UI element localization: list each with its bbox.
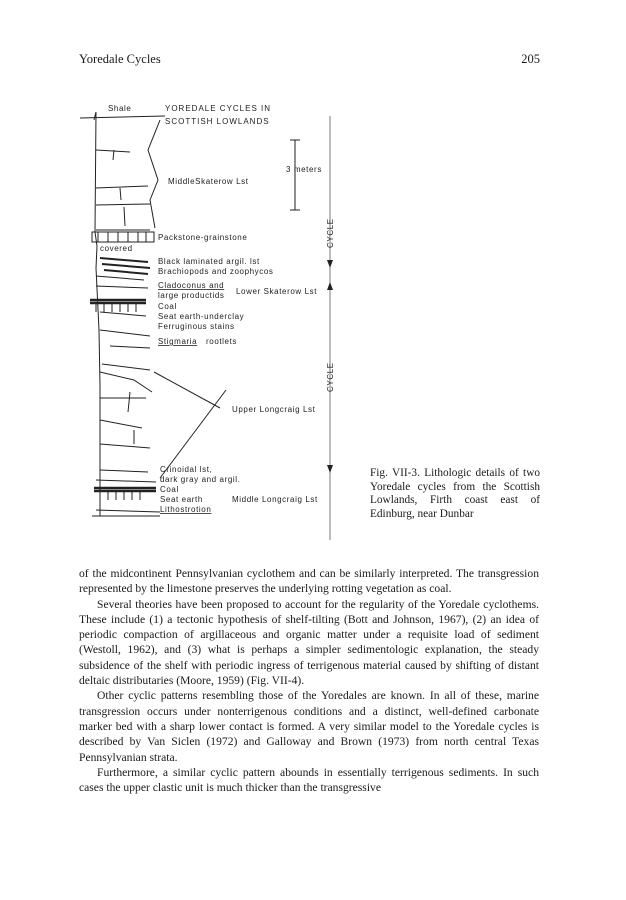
unit-label: Coal xyxy=(158,302,177,311)
cycle-label: CYCLE xyxy=(326,362,335,392)
unit-label: Upper Longcraig Lst xyxy=(232,405,316,414)
unit-label: Seat earth xyxy=(160,495,203,504)
figure-title: YOREDALE CYCLES IN xyxy=(165,104,272,113)
paragraph: Furthermore, a similar cyclic pattern abounds in essentially terrigenous sediments. In such cases the upper clastic unit is much thicker than the transgressive xyxy=(79,765,539,795)
shale-label: Shale xyxy=(108,104,132,113)
unit-label: Crinoidal lst, xyxy=(160,465,213,474)
unit-label: dark gray and argil. xyxy=(160,475,241,484)
unit-label: Brachiopods and zoophycos xyxy=(158,267,274,276)
unit-label: MiddleSkaterow Lst xyxy=(168,177,249,186)
cycle-label: CYCLE xyxy=(326,218,335,248)
unit-label: Packstone-grainstone xyxy=(158,233,248,242)
unit-label: large productids xyxy=(158,291,225,300)
unit-label: Lithostrotion xyxy=(160,505,212,514)
unit-label: Cladoconus and xyxy=(158,281,225,290)
unit-label: Black laminated argil. lst xyxy=(158,257,260,266)
unit-label: rootlets xyxy=(206,337,238,346)
unit-label: Ferruginous stains xyxy=(158,322,235,331)
body-text xyxy=(79,566,539,795)
unit-label: Coal xyxy=(160,485,179,494)
scale-label: 3 meters xyxy=(286,165,322,174)
page-number: 205 xyxy=(521,52,540,66)
running-header: Yoredale Cycles xyxy=(79,52,161,66)
figure-title: SCOTTISH LOWLANDS xyxy=(165,117,270,126)
unit-label: Middle Longcraig Lst xyxy=(232,495,318,504)
unit-label: covered xyxy=(100,244,133,253)
figure-caption: Fig. VII-3. Lithologic details of two Yoredale cycles from the Scottish Lowlands, Firth coast east of Edinburg, near Dunbar xyxy=(370,467,540,520)
paragraph: Other cyclic patterns resembling those of the Yoredales are known. In all of these, marine transgression occurs under nonterrigenous conditions and a distinct, well-defined carbonate marker bed with a sharp lower contact is formed. A very similar model to the Yoredale cycles is described by Van Siclen (1972) and Galloway and Brown (1973) from north central Texas Pennsylvanian strata. xyxy=(79,689,539,764)
paragraph: of the midcontinent Pennsylvanian cyclothem and can be similarly interpreted. The transgression represented by the limestone preserves the underlying rotting vegetation as coal. xyxy=(79,567,539,596)
unit-label: Stigmaria xyxy=(158,337,198,346)
paragraph: Several theories have been proposed to account for the regularity of the Yoredale cyclothems. These include (1) a tectonic hypothesis of shelf-tilting (Bott and Johnson, 1967), (2) an idea of periodic compaction of argillaceous and organic matter under a requisite load of sediment (Westoll, 1962), and (3) what is perhaps a simpler sedimentologic explanation, the steady subsidence of the shelf with periodic ingress of terrigenous material caused by shifting of distant deltaic distributaries (Moore, 1959) (Fig. VII-4). xyxy=(79,597,539,688)
unit-label: Lower Skaterow Lst xyxy=(236,287,318,296)
unit-label: Seat earth-underclay xyxy=(158,312,245,321)
